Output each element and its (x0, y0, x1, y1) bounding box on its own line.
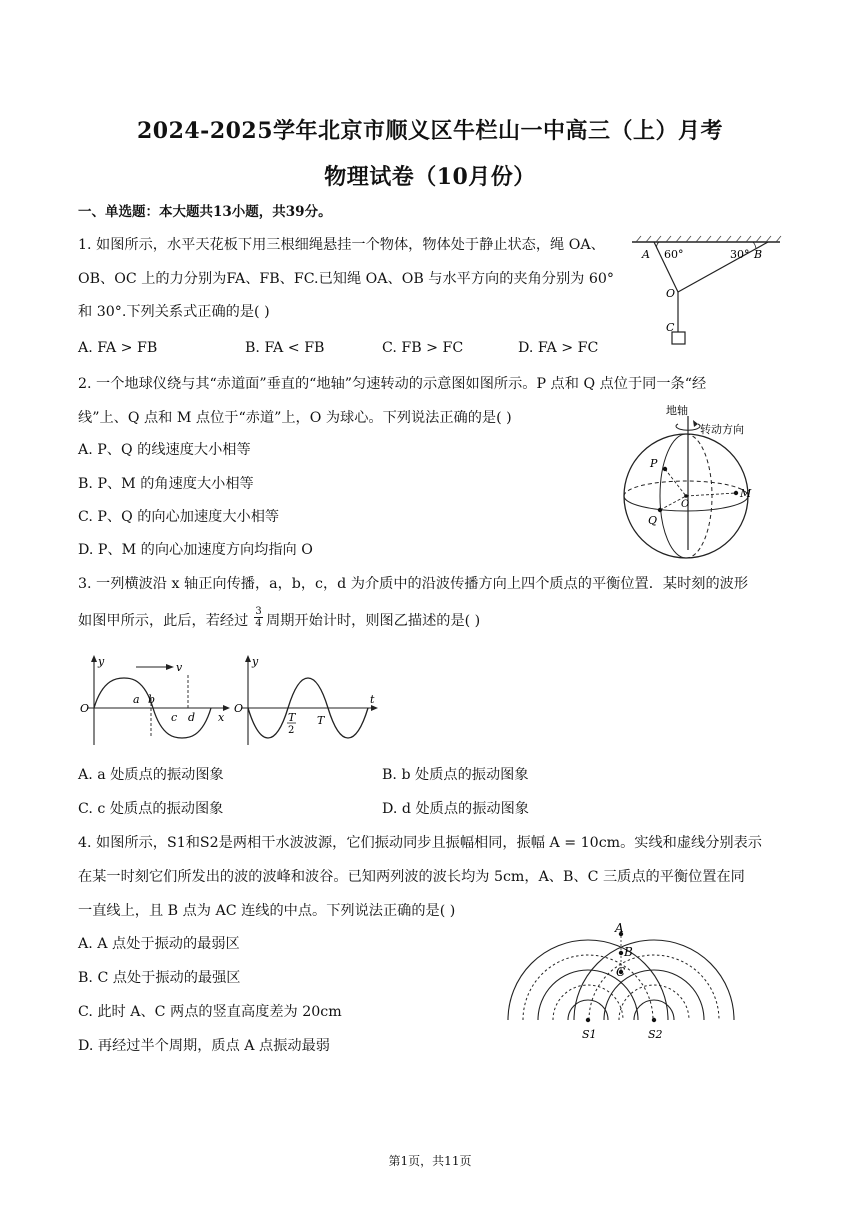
q2-option-d[interactable]: D. P、M 的向心加速度方向均指向 O (78, 542, 313, 558)
q3-label-b: b (148, 693, 156, 706)
q1-angle-b: 30° (730, 248, 750, 261)
q3-right-origin: O (234, 702, 244, 715)
q4-option-d[interactable]: D. 再经过半个周期，质点 A 点振动最弱 (78, 1038, 330, 1054)
q3-option-b[interactable]: B. b 处质点的振动图象 (382, 767, 529, 783)
q3-option-c[interactable]: C. c 处质点的振动图象 (78, 801, 224, 817)
q3-left-x-label: x (218, 711, 225, 724)
q1-label-a: A (642, 248, 650, 261)
q4-label-s2: S2 (648, 1028, 663, 1041)
q2-axis-label: 地轴 (666, 404, 688, 417)
q3-right-y-label: y (252, 655, 259, 668)
section-heading: 一、单选题：本大题共13小题，共39分。 (78, 204, 332, 220)
q3-option-a[interactable]: A. a 处质点的振动图象 (78, 767, 224, 783)
page-footer: 第1页，共11页 (388, 1154, 472, 1168)
q4-interference-figure (498, 920, 746, 1046)
q3-fraction-denominator: 4 (255, 618, 262, 629)
q2-option-a[interactable]: A. P、Q 的线速度大小相等 (78, 442, 251, 458)
q2-label-p: P (650, 457, 658, 470)
q3-vibration-figure (234, 653, 384, 748)
q3-option-d[interactable]: D. d 处质点的振动图象 (382, 801, 529, 817)
q3-left-y-label: y (98, 655, 105, 668)
q3-t-label: T (317, 714, 325, 727)
q3-label-c: c (171, 711, 178, 724)
q4-label-a: A (615, 921, 624, 935)
q1-stem-line1: 1. 如图所示，水平天花板下用三根细绳悬挂一个物体，物体处于静止状态，绳 OA、 (78, 237, 605, 253)
q3-right-t-axis: t (370, 693, 375, 706)
q1-stem-line2: OB、OC 上的力分别为FA、FB、FC.已知绳 OA、OB 与水平方向的夹角分别为 60° (78, 271, 614, 287)
q2-stem-line2: 线”上、Q 点和 M 点位于“赤道”上，O 为球心。下列说法正确的是( ) (78, 410, 512, 426)
q1-option-a[interactable]: A. FA > FB (78, 340, 158, 356)
q2-globe-figure (618, 400, 762, 560)
q4-stem-line2: 在某一时刻它们所发出的波的波峰和波谷。已知两列波的波长均为 5cm，A、B、C 三质点的平衡位置在同 (78, 869, 745, 885)
exam-title-line1: 2024-2025学年北京市顺义区牛栏山一中高三（上）月考 (136, 118, 724, 144)
q2-stem-line1: 2. 一个地球仪绕与其“赤道面”垂直的“地轴”匀速转动的示意图如图所示。P 点和 Q 点位于同一条“经 (78, 376, 707, 392)
q3-wave-figure (78, 653, 238, 748)
q3-half-t-numerator: T (288, 711, 296, 724)
q2-direction-label: 转动方向 (700, 423, 744, 436)
q1-label-o: O (666, 287, 676, 300)
q1-label-b: B (754, 248, 763, 261)
q1-label-c: C (666, 321, 675, 334)
q3-fraction (254, 606, 263, 629)
q2-label-q: Q (648, 514, 658, 527)
q2-option-c[interactable]: C. P、Q 的向心加速度大小相等 (78, 509, 280, 525)
q3-label-a: a (133, 693, 140, 706)
q4-option-c[interactable]: C. 此时 A、C 两点的竖直高度差为 20cm (78, 1004, 342, 1020)
q4-option-b[interactable]: B. C 点处于振动的最强区 (78, 970, 241, 986)
q3-stem-line2a: 如图甲所示，此后，若经过 (78, 613, 249, 629)
q1-rope-figure (628, 234, 788, 350)
q1-angle-a: 60° (664, 248, 684, 261)
q1-option-b[interactable]: B. FA < FB (245, 340, 325, 356)
q3-v-label: v (176, 661, 183, 674)
q1-option-d[interactable]: D. FA > FC (518, 340, 599, 356)
q1-stem-line3: 和 30°.下列关系式正确的是( ) (78, 304, 270, 320)
q2-label-m: M (740, 487, 752, 500)
q4-stem-line1: 4. 如图所示，S1和S2是两相干水波波源，它们振动同步且振幅相同，振幅 A = 10cm。实线和虚线分别表示 (78, 835, 762, 851)
q4-label-s1: S1 (582, 1028, 597, 1041)
exam-title-line2: 物理试卷（10月份） (324, 164, 536, 190)
q3-half-t-denominator: 2 (288, 725, 295, 736)
q3-stem-line2b: 周期开始计时，则图乙描述的是( ) (266, 613, 481, 629)
q4-label-b: B (624, 945, 633, 959)
q4-stem-line3: 一直线上，且 B 点为 AC 连线的中点。下列说法正确的是( ) (78, 903, 456, 919)
q3-stem-line1: 3. 一列横波沿 x 轴正向传播，a，b，c，d 为介质中的沿波传播方向上四个质点的平衡位置．某时刻的波形 (78, 576, 749, 592)
q4-option-a[interactable]: A. A 点处于振动的最弱区 (78, 936, 240, 952)
q3-left-origin: O (80, 702, 90, 715)
q1-option-c[interactable]: C. FB > FC (382, 340, 464, 356)
q4-label-c: C (616, 965, 626, 979)
q3-label-d: d (188, 711, 196, 724)
q2-label-o: O (681, 499, 690, 510)
q2-option-b[interactable]: B. P、M 的角速度大小相等 (78, 476, 254, 492)
q3-fraction-numerator: 3 (255, 606, 262, 617)
